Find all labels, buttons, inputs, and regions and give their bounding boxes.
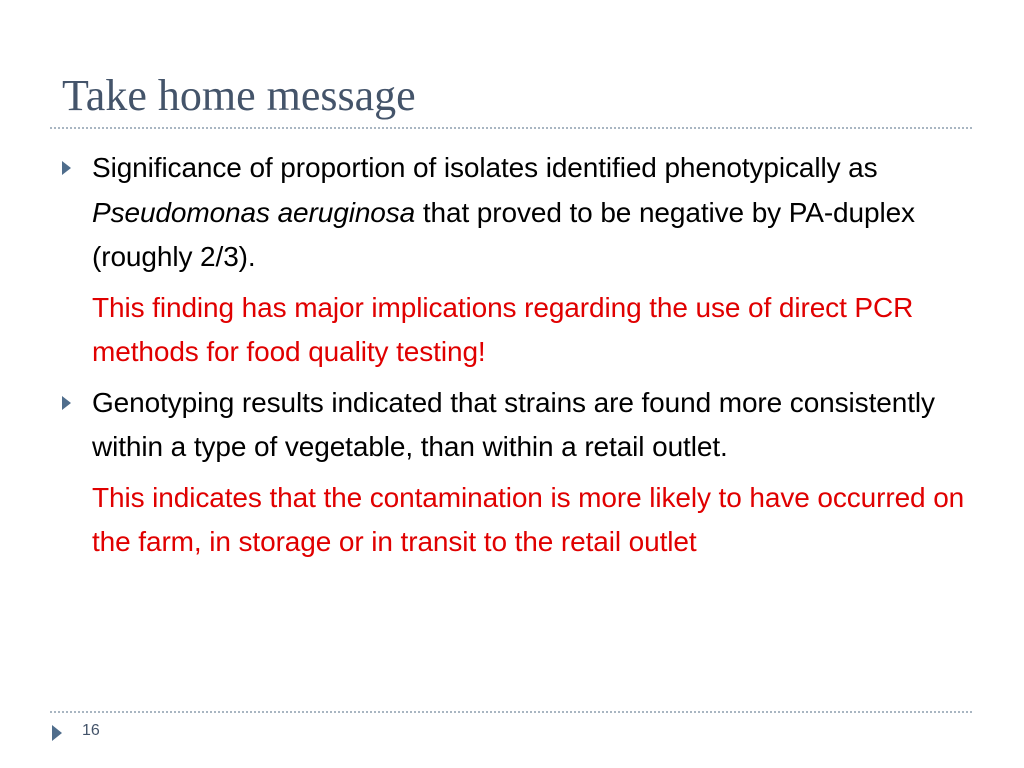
- slide-title: Take home message: [62, 71, 416, 120]
- page-number: 16: [82, 722, 100, 739]
- bullet-1-text-end: that proved to be negative by PA-duplex (roughly 2/3).: [92, 196, 915, 272]
- bullet-1-text: Significance of proportion of isolates identified phenotypically as: [92, 152, 878, 183]
- footer-triangle-icon: [52, 725, 62, 741]
- footer-divider: [50, 711, 972, 713]
- bullet-item-2: [62, 381, 972, 470]
- bullet-item-1: [62, 146, 972, 280]
- bullet-2-text: Genotyping results indicated that strains are found more consistently within a type of vegetable, than within a retail outlet.: [92, 386, 935, 462]
- bullet-triangle-icon: [62, 396, 71, 410]
- slide-content: [62, 146, 972, 565]
- bullet-triangle-icon: [62, 161, 71, 175]
- title-divider: [50, 127, 972, 129]
- bullet-1-species-name: Pseudomonas aeruginosa: [92, 196, 416, 228]
- bullet-1-note: This finding has major implications regarding the use of direct PCR methods for food quality testing!: [92, 291, 914, 367]
- bullet-2-note: This indicates that the contamination is more likely to have occurred on the farm, in storage or in transit to the retail outlet: [92, 481, 965, 557]
